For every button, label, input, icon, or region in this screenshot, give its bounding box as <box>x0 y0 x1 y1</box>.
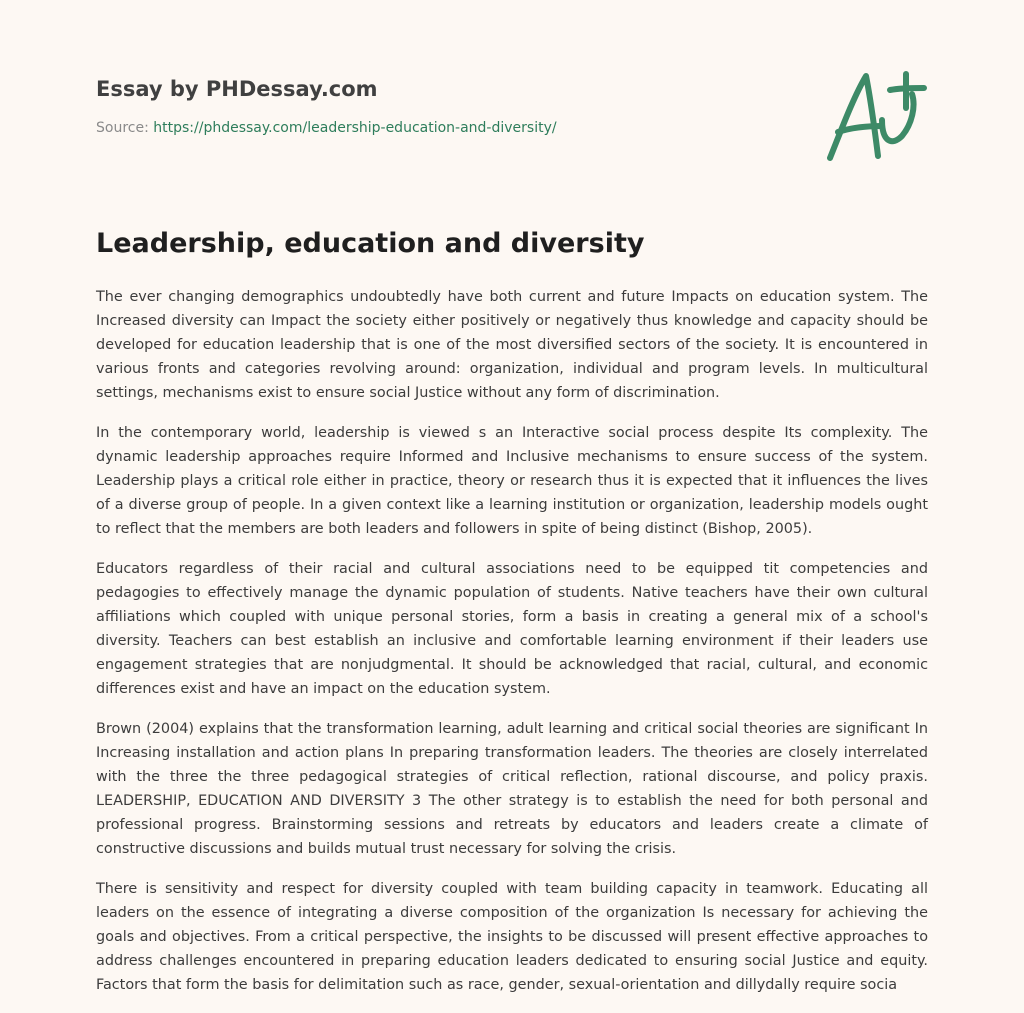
essay-paragraph: In the contemporary world, leadership is viewed s an Interactive social process despite Its complexity. The dynamic leadership approaches require Informed and Inclusive mechanisms to ensure success of the system. Leadership plays a critical role either in practice, theory or research thus it is expected that it influences the lives of a diverse group of people. In a given context like a learning institution or organization, leadership models ought to reflect that the members are both leaders and followers in spite of being distinct (Bishop, 2005). <box>96 425 928 537</box>
essay-title: Leadership, education and diversity <box>96 228 645 259</box>
essay-paragraph: Educators regardless of their racial and cultural associations need to be equipped tit competencies and pedagogies to effectively manage the dynamic population of students. Native teachers have their own cultural affiliations which coupled with unique personal stories, form a basis in creating a general mix of a school's diversity. Teachers can best establish an inclusive and comfortable learning environment if their leaders use engagement strategies that are nonjudgmental. It should be acknowledged that racial, cultural, and economic differences exist and have an impact on the education system. <box>96 561 928 697</box>
essay-paragraph: There is sensitivity and respect for diversity coupled with team building capacity in teamwork. Educating all leaders on the essence of integrating a diverse composition of the organization Is necessary for achieving the goals and objectives. From a critical perspective, the insights to be discussed will present effective approaches to address challenges encountered in preparing education leaders dedicated to ensuring social Justice and equity. Factors that form the basis for delimitation such as race, gender, sexual-orientation and dillydally require socia <box>96 881 928 993</box>
page-header <box>96 74 796 138</box>
essay-body <box>96 285 928 1013</box>
source-link[interactable]: https://phdessay.com/leadership-education-and-diversity/ <box>153 120 557 136</box>
essay-paragraph: Brown (2004) explains that the transformation learning, adult learning and critical social theories are significant In Increasing installation and action plans In preparing transformation leaders. The theories are closely interrelated with the three the three pedagogical strategies of critical reflection, rational discourse, and policy praxis. LEADERSHIP, EDUCATION AND DIVERSITY 3 The other strategy is to establish the need for both personal and professional progress. Brainstorming sessions and retreats by educators and leaders create a climate of constructive discussions and builds mutual trust necessary for solving the crisis. <box>96 721 928 857</box>
a-plus-grade-logo <box>820 66 930 166</box>
source-label: Source: <box>96 120 149 136</box>
brand-title: Essay by PHDessay.com <box>96 77 378 101</box>
source-line <box>96 118 796 138</box>
a-plus-icon <box>820 66 930 166</box>
essay-paragraph: The ever changing demographics undoubtedly have both current and future Impacts on education system. The Increased diversity can Impact the society either positively or negatively thus knowledge and capacity should be developed for education leadership that is one of the most diversified sectors of the society. It is encountered in various fronts and categories revolving around: organization, individual and program levels. In multicultural settings, mechanisms exist to ensure social Justice without any form of discrimination. <box>96 289 928 401</box>
